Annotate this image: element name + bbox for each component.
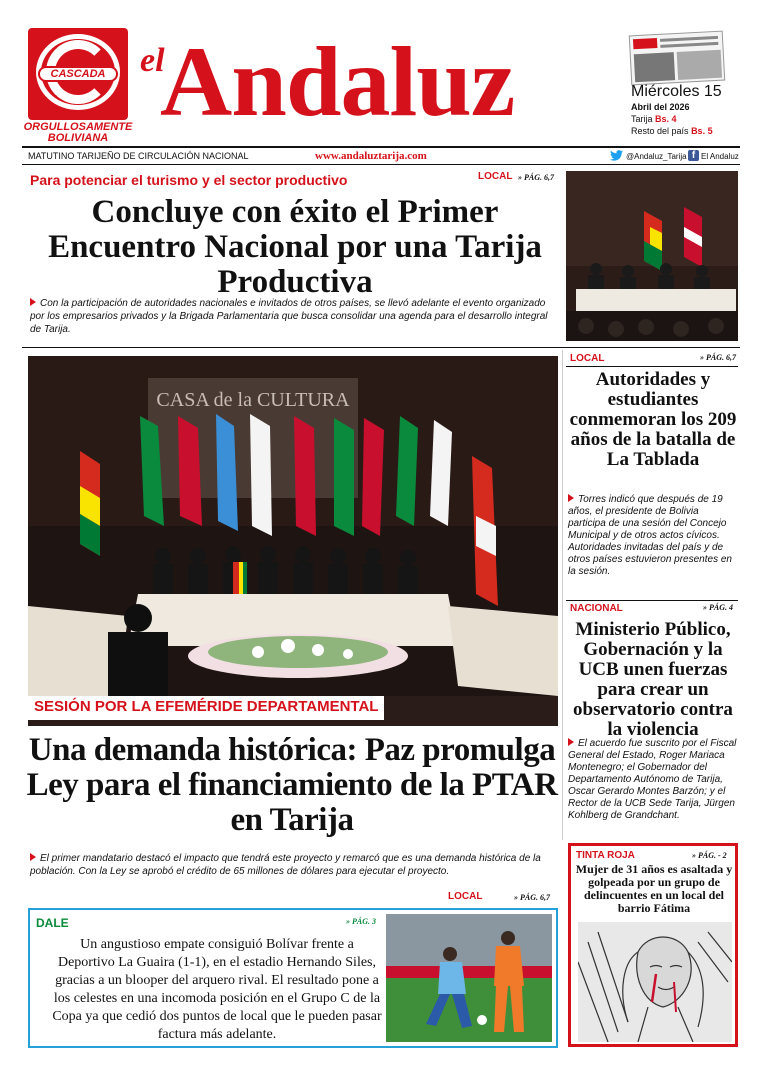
side2-rule [566,600,738,601]
twitter-handle[interactable]: @Andaluz_Tarija [626,152,687,161]
lead-photo[interactable] [566,171,738,341]
cascada-logo-label: CASCADA [38,66,118,82]
dale-photo[interactable] [386,914,552,1042]
price-tarija [631,114,677,124]
bullet-icon [30,298,36,306]
edition-month: Abril del 2026 [631,102,690,112]
bullet-icon [568,738,574,746]
price-tarija-label: Tarija [631,114,653,124]
side1-summary-text: Torres indicó que después de 19 años, el presidente de Bolivia participa de una sesión del Concejo Municipal y de otros actos cívicos. Autoridades invitadas del país y de otros países estuvieron presentes en la sesión. [568,494,732,577]
photo-sign-text: CASA de la CULTURA [156,389,350,411]
section-rule [22,347,740,348]
side1-page-ref: » PÁG. 6,7 [700,353,736,362]
facebook-name[interactable]: El Andaluz [701,152,739,161]
bullet-icon [568,494,574,502]
tinta-page-ref: » PÁG. - 2 [692,851,727,860]
column-rule [562,350,563,840]
price-rest-value: Bs. 5 [691,126,713,136]
tinta-illustration [578,922,732,1042]
side1-rule [566,366,738,367]
main-photo[interactable] [28,356,558,726]
brand-prefix: el [140,42,165,79]
main-summary-text: El primer mandatario destacó el impacto que tendrá este proyecto y remarcó que es una demanda histórica de la población. Con la Ley se aprobó el crédito de 65 millones de dólares para ejecutar el proyecto. [30,853,541,877]
side2-section-tag: NACIONAL [570,603,623,614]
lead-kicker: Para potenciar el turismo y el sector productivo [30,172,348,188]
lead-headline[interactable]: Concluye con éxito el Primer Encuentro Nacional por una Tarija Productiva [48,194,542,300]
website-link[interactable]: www.andaluztarija.com [315,150,427,162]
dale-summary: Un angustioso empate consiguió Bolívar frente a Deportivo La Guaira (1-1), en el estadio Hernando Siles, gracias a un blooper del arquero rival. El resultado pone a los celestes en una incomoda posición en el Grupo C de la Copa ya que cedió dos puntos de local que le pueden pasar factura más adelante. [52,937,382,1042]
twitter-bird-icon[interactable] [610,150,623,161]
masthead-rule-bottom [22,164,740,165]
edition-day: Miércoles 15 [631,83,722,100]
main-summary [30,852,560,878]
side2-headline[interactable]: Ministerio Público, Gobernación y la UCB unen fuerzas para crear un observatorio contra la violencia [573,619,733,740]
dale-page-ref: » PÁG. 3 [346,917,376,926]
side2-page-ref: » PÁG. 4 [703,603,733,612]
lead-page-ref: » PÁG. 6,7 [518,173,554,182]
tinta-headline[interactable]: Mujer de 31 años es asaltada y golpeada por un grupo de delincuentes en un local del barrio Fátima [575,862,733,915]
previous-edition-thumbnail[interactable] [629,31,725,86]
side2-summary [568,738,738,822]
tinta-section-tag: TINTA ROJA [576,850,635,861]
price-tarija-value: Bs. 4 [655,114,677,124]
photo-caption: SESIÓN POR LA EFEMÉRIDE DEPARTAMENTAL [28,696,384,720]
newspaper-title: Andaluz [160,26,515,137]
slogan: ORGULLOSAMENTE BOLIVIANA [23,121,133,144]
main-page-ref: » PÁG. 6,7 [514,893,550,902]
price-rest-label: Resto del país [631,126,689,136]
main-section-tag: LOCAL [448,891,483,902]
bullet-icon [30,853,36,861]
side2-summary-text: El acuerdo fue suscrito por el Fiscal General del Estado, Roger Mariaca Montenegro; el Gobernador del Departamento Autónomo de Tarija, Oscar Gerardo Montes Barzón; y el Rector de la UCB Sede Tarija, Jürgen Kohlberg de Grandchant. [568,738,737,821]
lead-summary-text: Con la participación de autoridades nacionales e invitados de otros países, se llevó adelante el evento organizado por los empresarios privados y la Brigada Parlamentaria que busca consolidar una agenda para el desarrollo integral de Tarija. [30,298,548,335]
dale-section-tag: DALE [36,916,69,930]
side1-section-tag: LOCAL [570,353,605,364]
lead-section-tag: LOCAL [478,171,513,182]
cascada-logo [28,28,128,120]
main-headline[interactable]: Una demanda histórica: Paz promulga Ley para el financiamiento de la PTAR en Tarija [26,732,558,838]
tagline: MATUTINO TARIJEÑO DE CIRCULACIÓN NACIONAL [28,151,249,161]
side1-headline[interactable]: Autoridades y estudiantes conmemoran los 209 años de la batalla de La Tablada [569,369,737,470]
side1-summary [568,494,738,578]
masthead-rule [22,146,740,148]
lead-summary [30,297,560,336]
price-rest [631,126,713,136]
facebook-icon[interactable]: f [688,150,699,161]
